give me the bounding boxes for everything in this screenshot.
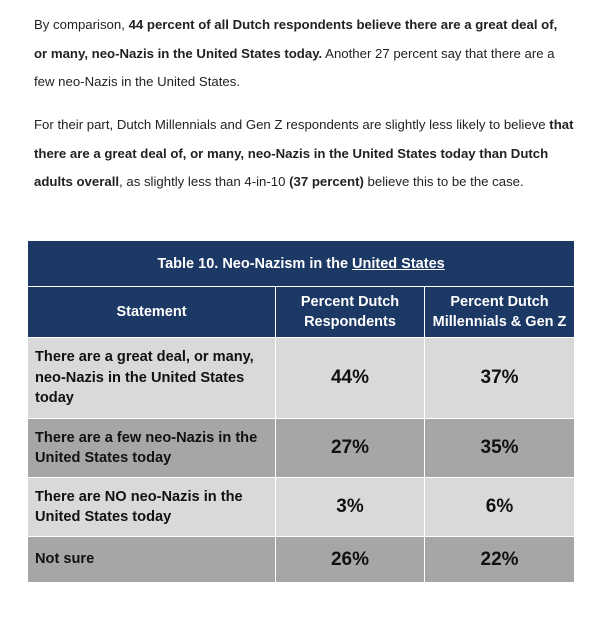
paragraph-bold-text: that there are a great deal of, or many, neo-Nazis in the United States today than Dutch adults overall xyxy=(34,117,574,189)
paragraph-text: believe this to be the case. xyxy=(363,174,524,189)
row-value-dutch-respondents: 44% xyxy=(276,338,425,419)
header-percent-dutch-millennials: Percent Dutch Millennials & Gen Z xyxy=(425,287,575,338)
header-statement: Statement xyxy=(28,287,276,338)
paragraph-millennials xyxy=(34,111,574,197)
row-value-millennials-genz: 37% xyxy=(425,338,575,419)
row-value-millennials-genz: 22% xyxy=(425,537,575,583)
row-statement: There are a great deal, or many, neo-Nazis in the United States today xyxy=(28,338,276,419)
row-statement: There are NO neo-Nazis in the United States today xyxy=(28,478,276,537)
row-statement: There are a few neo-Nazis in the United States today xyxy=(28,419,276,478)
table-caption-row xyxy=(28,241,575,287)
table-row xyxy=(28,537,575,583)
row-value-dutch-respondents: 27% xyxy=(276,419,425,478)
table-header-row xyxy=(28,287,575,338)
paragraph-bold-text: (37 percent) xyxy=(289,174,364,189)
paragraph-comparison xyxy=(34,11,574,97)
paragraph-text: For their part, Dutch Millennials and Gen Z respondents are slightly less likely to believe xyxy=(34,117,550,132)
row-value-dutch-respondents: 3% xyxy=(276,478,425,537)
table-row xyxy=(28,338,575,419)
table-caption xyxy=(28,241,575,287)
table-caption-link[interactable]: United States xyxy=(352,255,445,272)
paragraph-text: , as slightly less than 4-in-10 xyxy=(119,174,290,189)
table-caption-text: Table 10. Neo-Nazism in the xyxy=(157,255,353,272)
paragraph-bold-text: 44 percent of all Dutch respondents believe there are a great deal of, or many, neo-Nazis in the United States today. xyxy=(34,17,558,61)
paragraph-text: Another 27 percent say that there are a few neo-Nazis in the United States. xyxy=(34,45,555,89)
neo-nazism-table xyxy=(27,240,575,583)
table-row xyxy=(28,478,575,537)
row-value-millennials-genz: 35% xyxy=(425,419,575,478)
row-value-dutch-respondents: 26% xyxy=(276,537,425,583)
table-row xyxy=(28,419,575,478)
row-statement: Not sure xyxy=(28,537,276,583)
header-percent-dutch-respondents: Percent Dutch Respondents xyxy=(276,287,425,338)
row-value-millennials-genz: 6% xyxy=(425,478,575,537)
paragraph-text: By comparison, xyxy=(34,17,129,32)
